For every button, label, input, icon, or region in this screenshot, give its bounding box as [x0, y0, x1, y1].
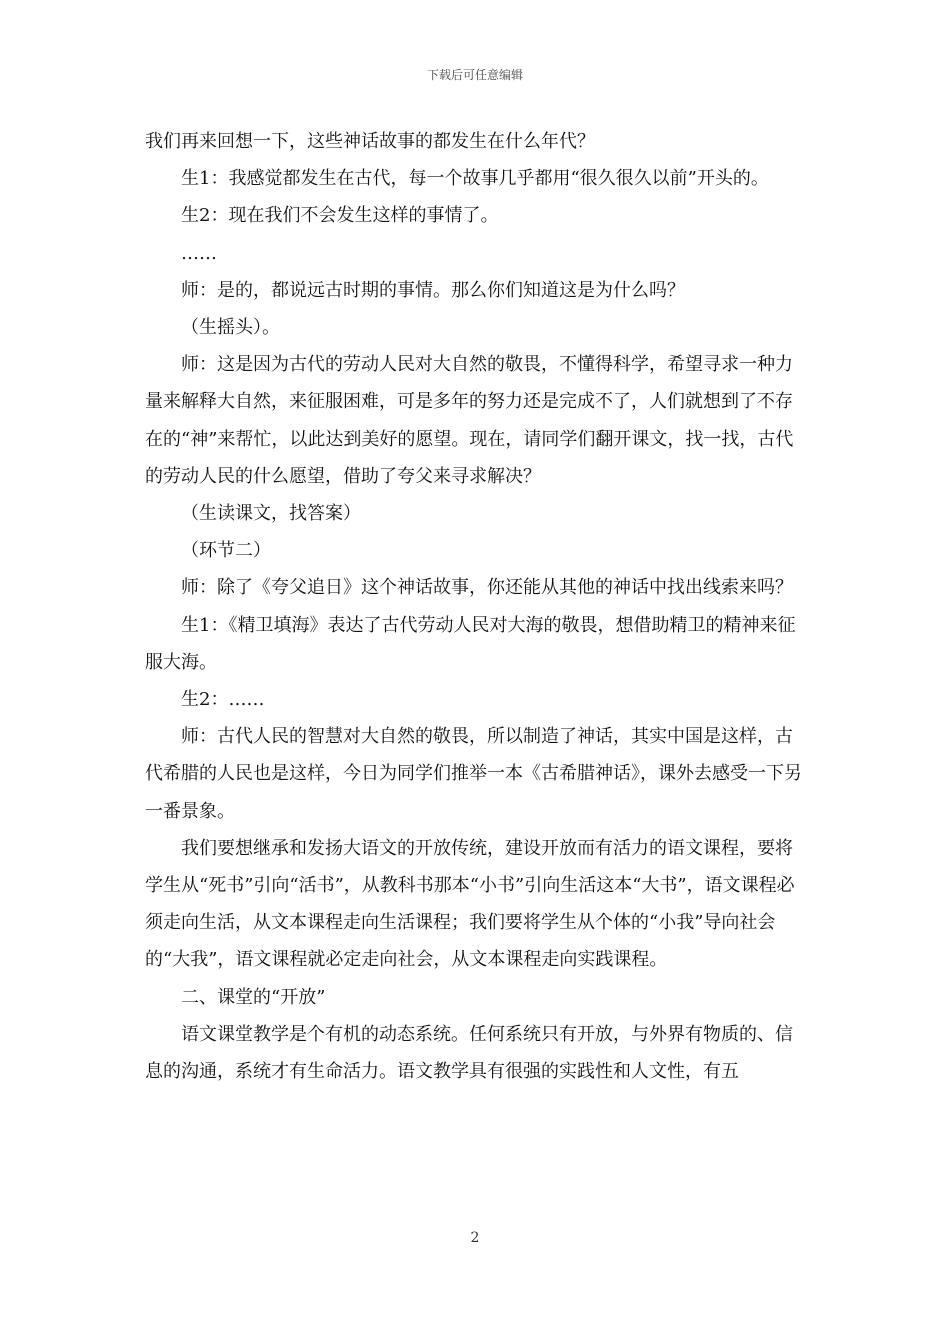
paragraph: 生1：我感觉都发生在古代，每一个故事几乎都用“很久很久以前”开头的。 [181, 168, 769, 190]
section-heading: 二、课堂的“开放” [181, 986, 326, 1008]
paragraph: 生2：现在我们不会发生这样的事情了。 [181, 205, 499, 227]
paragraph: （生摇头）。 [181, 317, 280, 339]
paragraph: （生读课文，找答案） [181, 503, 361, 525]
paragraph: 师：这是因为古代的劳动人民对大自然的敬畏，不懂得科学，希望寻求一种力量来解释大自然，来征服困难，可是多年的努力还是完成不了，人们就想到了不存在的“神”来帮忙，以此达到美好的愿望。现在，请同学们翻开课文，找一找，古代的劳动人民的什么愿望，借助了夸父来寻求解决？ [145, 354, 794, 487]
paragraph: 师：是的，都说远古时期的事情。那么你们知道这是为什么吗？ [181, 279, 685, 301]
paragraph: 师：古代人民的智慧对大自然的敬畏，所以制造了神话，其实中国是这样，古代希腊的人民也是这样，今日为同学们推举一本《古希腊神话》，课外去感受一下另一番景象。 [145, 726, 802, 822]
paragraph: …… [181, 242, 217, 264]
paragraph: 生2：…… [181, 689, 265, 711]
paragraph: 我们再来回想一下，这些神话故事的都发生在什么年代？ [145, 131, 595, 152]
page-header: 下载后可任意编辑 [426, 68, 523, 82]
document-body [145, 123, 810, 1090]
paragraph: 生1：《精卫填海》表达了古代劳动人民对大海的敬畏，想借助精卫的精神来征服大海。 [145, 614, 796, 673]
paragraph: （环节二） [181, 540, 271, 562]
paragraph: 师：除了《夸父追日》这个神话故事，你还能从其他的神话中找出线索来吗？ [181, 577, 793, 599]
paragraph: 语文课堂教学是个有机的动态系统。任何系统只有开放，与外界有物质的、信息的沟通，系统才有生命活力。语文教学具有很强的实践性和人文性，有五 [145, 1023, 793, 1083]
page-number: 2 [470, 1230, 480, 1246]
paragraph: 我们要想继承和发扬大语文的开放传统，建设开放而有活力的语文课程，要将学生从“死书”引向“活书”，从教科书那本“小书”引向生活这本“大书”，语文课程必须走向生活，从文本课程走向生活课程；我们要将学生从个体的“小我”导向社会的“大我”，语文课程就必定走向社会，从文本课程走向实践课程。 [145, 837, 795, 971]
